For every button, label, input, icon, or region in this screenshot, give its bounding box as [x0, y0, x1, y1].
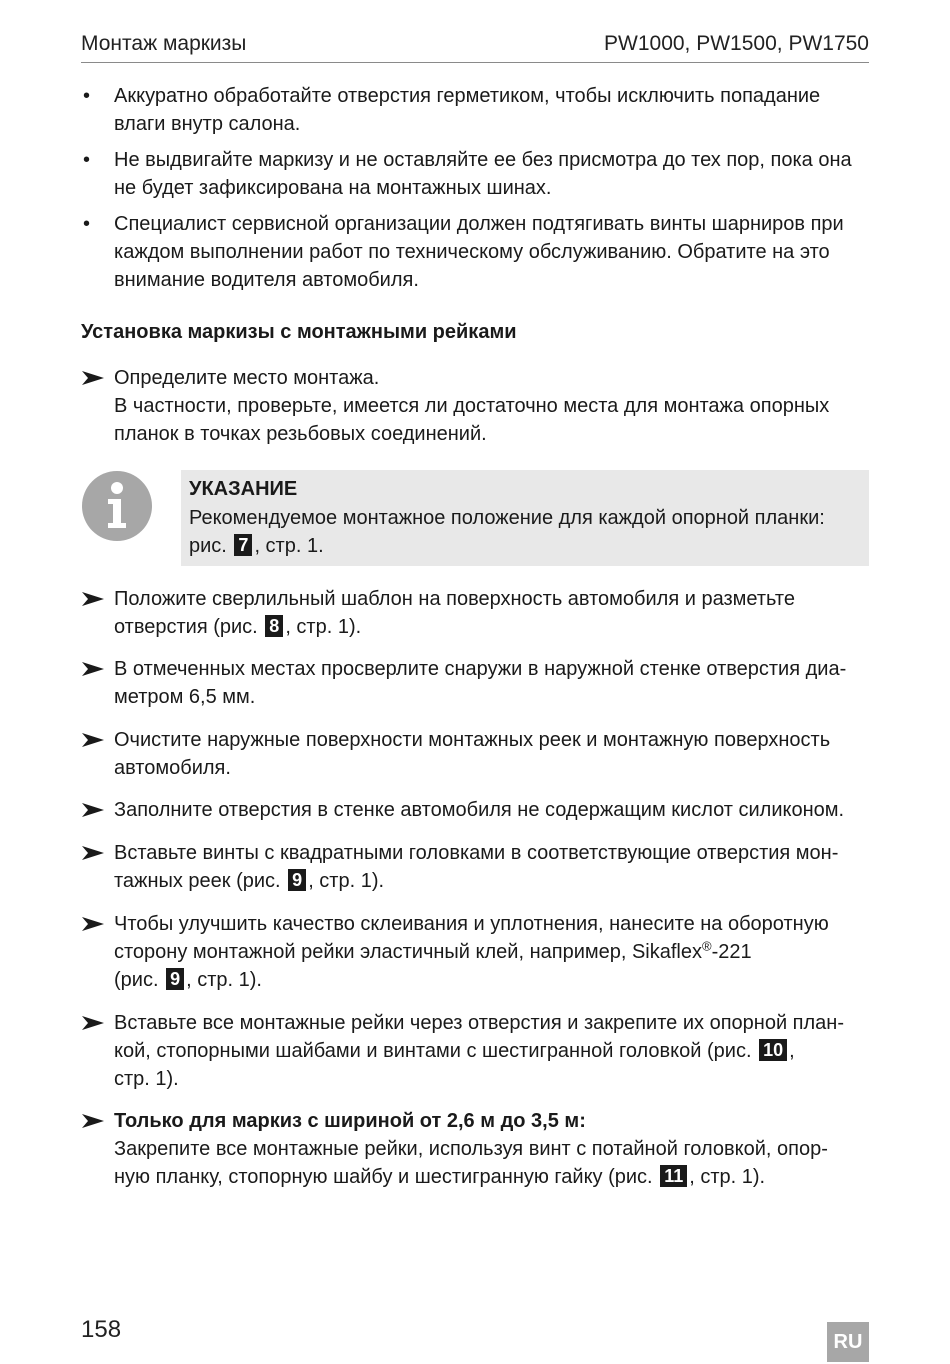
- arrow-bullet-icon: [81, 1009, 105, 1037]
- bullet-item: • Специалист сервисной организации должен подтягивать винты шарниров при каждом выполнении работ по техническому обслуживанию. Обратите на это внимание водителя автомобиля.: [81, 210, 869, 294]
- arrow-bullet-icon: [81, 1107, 105, 1135]
- step-item: В отмеченных местах просверлите снаружи в наружной стенке отверстия диа- метром 6,5 мм.: [81, 655, 869, 711]
- page-number: 158: [81, 1316, 122, 1343]
- bullet-list: [81, 82, 869, 302]
- section-heading: Установка маркизы с монтажными рейками: [81, 321, 517, 343]
- note-title: УКАЗАНИЕ: [189, 478, 298, 500]
- step-item: Положите сверлильный шаблон на поверхность автомобиля и разметьте отверстия (рис. 8 , стр. 1).: [81, 585, 869, 641]
- step-item: Вставьте все монтажные рейки через отверстия и закрепите их опорной план- кой, стопорными шайбами и винтами с шестигранной головкой (рис. 10 , стр. 1).: [81, 1009, 869, 1093]
- figure-badge: 9: [166, 968, 184, 990]
- registered-mark: ®: [702, 938, 712, 954]
- figure-badge: 11: [660, 1165, 687, 1187]
- step-item: Чтобы улучшить качество склеивания и уплотнения, нанесите на оборотную сторону монтажной рейки эластичный клей, например, Sikaflex®-221 (рис. 9 , стр. 1).: [81, 910, 869, 994]
- arrow-bullet-icon: [81, 910, 105, 938]
- step-item: Только для маркиз с шириной от 2,6 м до 3,5 м: Закрепите все монтажные рейки, используя винт с потайной головкой, опор- ную планку, стопорную шайбу и шестигранную гайку (рис. 11 , стр. 1).: [81, 1107, 869, 1191]
- step-item: Определите место монтажа. В частности, проверьте, имеется ли достаточно места для монтажа опорных планок в точках резьбовых соединений.: [81, 364, 869, 448]
- header-section-title: Монтаж маркизы: [81, 32, 247, 55]
- figure-badge: 7: [234, 534, 252, 556]
- bullet-dot-icon: •: [83, 213, 91, 235]
- step-item: Вставьте винты с квадратными головками в соответствующие отверстия мон- тажных реек (рис. 9 , стр. 1).: [81, 839, 869, 895]
- figure-badge: 8: [265, 615, 283, 637]
- note-text-line: рис. 7 , стр. 1.: [189, 535, 324, 557]
- bullet-item: • Аккуратно обработайте отверстия герметиком, чтобы исключить попадание влаги внутр салона.: [81, 82, 869, 138]
- info-icon: [81, 470, 153, 542]
- arrow-bullet-icon: [81, 364, 105, 392]
- figure-badge: 9: [288, 869, 306, 891]
- arrow-bullet-icon: [81, 839, 105, 867]
- header-model-names: PW1000, PW1500, PW1750: [604, 32, 869, 55]
- bullet-item: • Не выдвигайте маркизу и не оставляйте ее без присмотра до тех пор, пока она не будет зафиксирована на монтажных шинах.: [81, 146, 869, 202]
- language-badge: RU: [827, 1322, 869, 1362]
- bullet-dot-icon: •: [83, 85, 91, 107]
- step-item: Заполните отверстия в стенке автомобиля не содержащим кислот силиконом.: [81, 796, 869, 824]
- step-bold-title: Только для маркиз с шириной от 2,6 м до 3,5 м:: [114, 1110, 586, 1132]
- note-text-line: Рекомендуемое монтажное положение для каждой опорной планки:: [189, 507, 825, 529]
- page-header: [81, 30, 869, 63]
- arrow-bullet-icon: [81, 585, 105, 613]
- note-box: [181, 470, 869, 566]
- bullet-dot-icon: •: [83, 149, 91, 171]
- arrow-bullet-icon: [81, 655, 105, 683]
- arrow-bullet-icon: [81, 796, 105, 824]
- arrow-bullet-icon: [81, 726, 105, 754]
- figure-badge: 10: [759, 1039, 787, 1061]
- step-item: Очистите наружные поверхности монтажных реек и монтажную поверхность автомобиля.: [81, 726, 869, 782]
